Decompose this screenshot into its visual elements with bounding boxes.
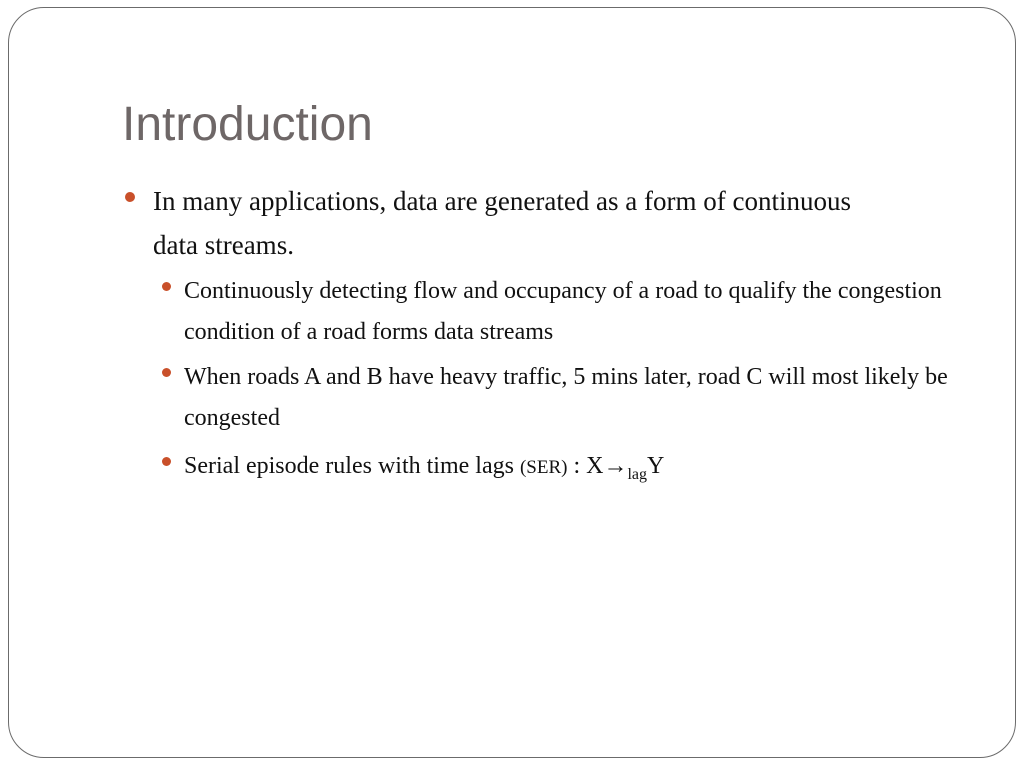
rule-subscript: lag xyxy=(627,466,647,483)
rule-arrow-icon: → xyxy=(603,453,628,479)
sub-bullet-dot-icon xyxy=(162,282,171,291)
sub-bullet-item-2 xyxy=(184,357,984,439)
sub-bullet-separator: : xyxy=(573,453,581,479)
sub-bullet-dot-icon xyxy=(162,368,171,377)
sub-bullet-dot-icon xyxy=(162,457,171,466)
sub-bullet-abbr: (SER) xyxy=(519,457,568,478)
sub-bullet-item-3 xyxy=(184,446,984,495)
sub-bullet-text: When roads A and B have heavy traffic, 5 mins later, road C will most likely be congested xyxy=(184,364,948,431)
slide-frame xyxy=(8,7,1016,758)
bullet-item-1 xyxy=(153,179,893,267)
sub-bullet-text: Continuously detecting flow and occupancy of a road to qualify the congestion condition of a road forms data streams xyxy=(184,278,942,345)
slide-title: Introduction xyxy=(122,98,373,151)
sub-bullet-prefix: Serial episode rules with time lags xyxy=(184,453,514,479)
bullet-dot-icon xyxy=(125,192,135,202)
sub-bullet-item-1 xyxy=(184,271,984,353)
bullet-text: In many applications, data are generated as a form of continuous data streams. xyxy=(153,186,851,260)
rule-rhs: Y xyxy=(647,453,665,479)
rule-lhs: X xyxy=(586,453,604,479)
